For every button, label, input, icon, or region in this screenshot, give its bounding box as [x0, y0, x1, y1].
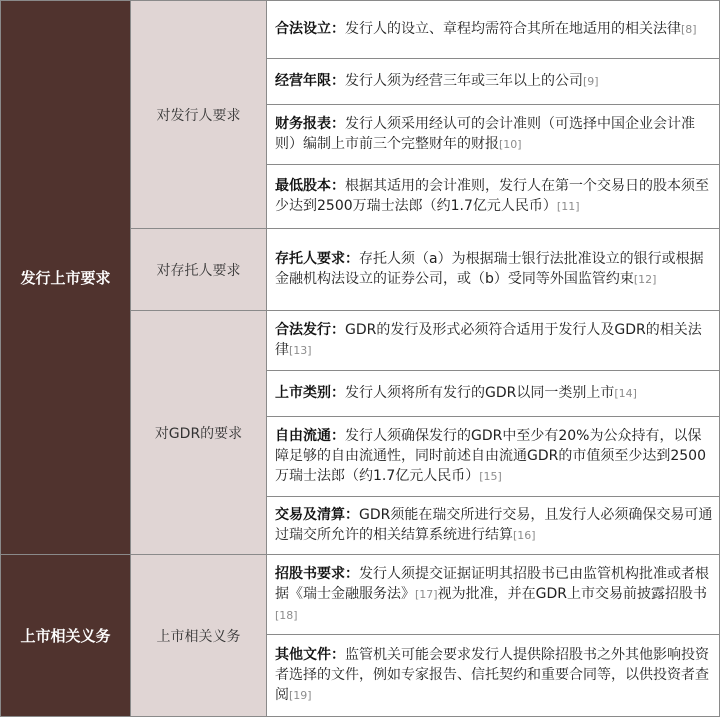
footnote-ref[interactable]: [12] [633, 273, 657, 286]
requirement-title: 上市类别： [275, 385, 345, 401]
requirement-cell [267, 371, 720, 417]
footnote-ref[interactable]: [11] [556, 200, 580, 213]
requirement-cell [267, 105, 720, 165]
subcategory-depositary: 对存托人要求 [131, 229, 267, 311]
footnote-ref[interactable]: [14] [614, 387, 637, 400]
table-row [1, 1, 720, 59]
category-listing-obligations: 上市相关义务 [1, 555, 131, 717]
requirement-title: 合法发行： [275, 322, 345, 338]
requirement-cell [267, 311, 720, 371]
requirement-title: 财务报表： [275, 116, 345, 132]
requirement-text: 发行人须采用经认可的会计准则（可选择中国企业会计准则）编制上市前三个完整财年的财报 [275, 116, 695, 152]
subcategory-gdr: 对GDR的要求 [131, 311, 267, 555]
requirement-text: 发行人的设立、章程均需符合其所在地适用的相关法律 [345, 21, 681, 37]
footnote-ref[interactable]: [19] [289, 689, 312, 702]
footnote-ref[interactable]: [16] [513, 529, 536, 542]
requirement-text: 监管机关可能会要求发行人提供除招股书之外其他影响投资者选择的文件，例如专家报告、信托契约和重要合同等，以供投资者查阅 [275, 647, 709, 703]
requirement-title: 经营年限： [275, 73, 345, 89]
requirement-title: 合法设立： [275, 21, 345, 37]
subcategory-obligations: 上市相关义务 [131, 555, 267, 717]
footnote-ref[interactable]: [8] [681, 23, 697, 36]
requirement-text: GDR的发行及形式必须符合适用于发行人及GDR的相关法律 [275, 322, 702, 358]
requirement-cell [267, 1, 720, 59]
table-row [1, 555, 720, 635]
requirement-cell [267, 497, 720, 555]
footnote-ref[interactable]: [17] [415, 587, 438, 601]
requirement-title: 存托人要求： [275, 251, 359, 267]
requirement-cell [267, 417, 720, 497]
footnote-ref[interactable]: [9] [583, 75, 599, 88]
requirement-text: 发行人须为经营三年或三年以上的公司 [345, 73, 583, 89]
requirement-cell [267, 635, 720, 717]
requirement-title: 自由流通： [275, 428, 345, 444]
requirement-cell [267, 555, 720, 635]
requirement-cell [267, 229, 720, 311]
requirement-cell [267, 59, 720, 105]
category-listing-requirements: 发行上市要求 [1, 1, 131, 555]
requirement-text: 根据其适用的会计准则，发行人在第一个交易日的股本须至少达到2500万瑞士法郎（约1.7亿元人民币） [275, 178, 709, 214]
requirement-title: 其他文件： [275, 647, 345, 663]
requirement-title: 交易及清算： [275, 507, 359, 523]
requirement-text: 视为批准，并在GDR上市交易前披露招股书 [437, 585, 707, 602]
footnote-ref[interactable]: [15] [479, 470, 502, 483]
requirement-text: 发行人须将所有发行的GDR以同一类别上市 [345, 385, 615, 401]
requirement-cell [267, 165, 720, 229]
requirement-text: 存托人须（a）为根据瑞士银行法批准设立的银行或根据金融机构法设立的证券公司，或（b）受同等外国监管约束 [275, 251, 704, 287]
requirement-text: GDR须能在瑞交所进行交易，且发行人必须确保交易可通过瑞交所允许的相关结算系统进行结算 [275, 507, 713, 543]
footnote-ref[interactable]: [10] [499, 138, 522, 151]
footnote-ref[interactable]: [13] [289, 344, 312, 357]
requirement-title: 招股书要求： [275, 565, 359, 582]
footnote-ref[interactable]: [18] [275, 608, 298, 622]
subcategory-issuer: 对发行人要求 [131, 1, 267, 229]
requirement-title: 最低股本： [275, 178, 345, 194]
requirement-text: 发行人须确保发行的GDR中至少有20%为公众持有，以保障足够的自由流通性，同时前述自由流通GDR的市值须至少达到2500万瑞士法郎（约1.7亿元人民币） [275, 428, 706, 484]
requirement-text: 发行人须提交证据证明其招股书已由监管机构批准或者根据《瑞士金融服务法》 [275, 565, 709, 602]
